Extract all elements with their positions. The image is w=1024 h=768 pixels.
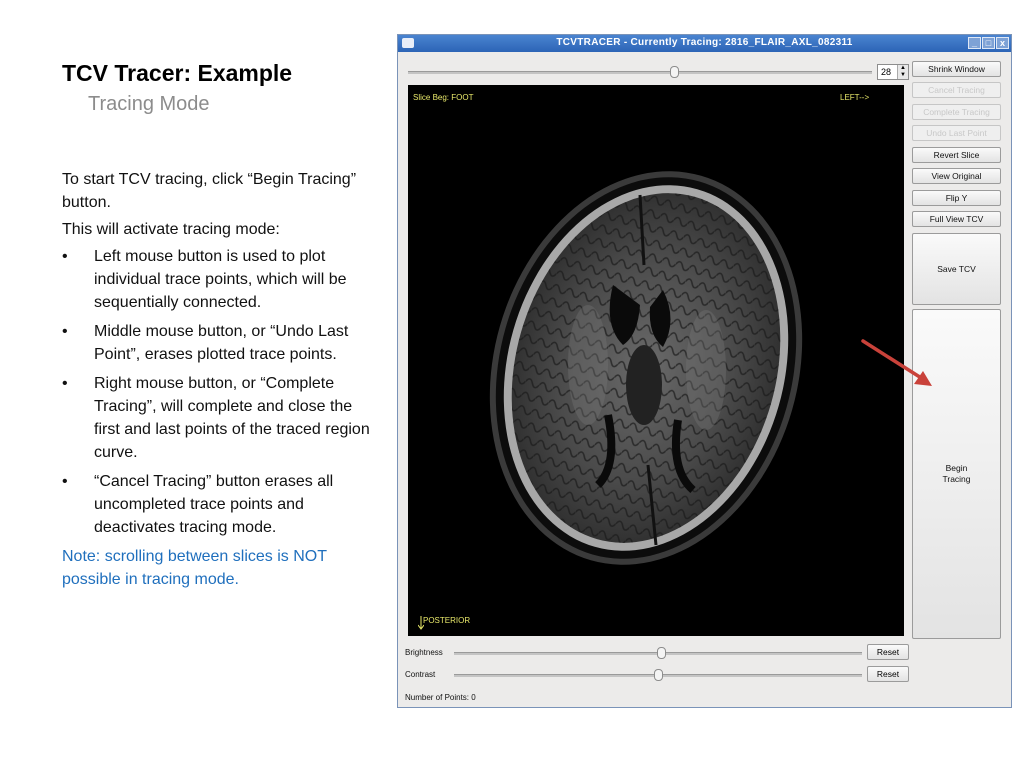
mri-brain-image <box>408 85 904 636</box>
begin-tracing-button[interactable]: Begin Tracing <box>912 309 1001 639</box>
full-view-tcv-button[interactable]: Full View TCV <box>912 211 1001 227</box>
shrink-window-button[interactable]: Shrink Window <box>912 61 1001 77</box>
bullet-list <box>62 245 380 539</box>
status-number-of-points: Number of Points: 0 <box>405 693 476 702</box>
activate-text: This will activate tracing mode: <box>62 221 280 238</box>
save-tcv-button[interactable]: Save TCV <box>912 233 1001 305</box>
bullet-dot: • <box>62 375 68 392</box>
slide-title: TCV Tracer: Example <box>62 60 293 86</box>
bullet-dot: • <box>62 323 68 340</box>
minimize-button[interactable]: _ <box>968 37 981 49</box>
note-text: Note: scrolling between slices is NOT possible in tracing mode. <box>62 548 327 588</box>
window-title: TCVTRACER - Currently Tracing: 2816_FLAIR_AXL_082311 <box>556 37 853 48</box>
slice-beg-label: Slice Beg: FOOT <box>413 93 474 102</box>
posterior-arrow-icon <box>418 616 424 632</box>
bullet-item: • Middle mouse button, or “Undo Last Point”, erases plotted trace points. <box>62 320 380 366</box>
bullet-dot: • <box>62 248 68 265</box>
window-controls <box>968 37 1009 49</box>
cancel-tracing-button[interactable]: Cancel Tracing <box>912 82 1001 98</box>
slice-slider[interactable] <box>408 71 872 74</box>
left-direction-label: LEFT--> <box>840 93 870 102</box>
contrast-slider-handle[interactable] <box>654 669 663 681</box>
revert-slice-button[interactable]: Revert Slice <box>912 147 1001 163</box>
slice-spinbox[interactable] <box>877 64 909 80</box>
bullet-item: • Right mouse button, or “Complete Tracing”, will complete and close the first and last points of the traced region curve. <box>62 372 380 464</box>
undo-last-point-button[interactable]: Undo Last Point <box>912 125 1001 141</box>
maximize-button[interactable]: □ <box>982 37 995 49</box>
mri-image-viewport[interactable] <box>408 85 904 636</box>
brightness-label: Brightness <box>405 648 443 657</box>
intro-text: To start TCV tracing, click “Begin Tracing” button. <box>62 171 357 211</box>
slice-number: 28 <box>881 67 892 77</box>
bullet-dot: • <box>62 473 68 490</box>
brightness-slider-handle[interactable] <box>657 647 666 659</box>
annotation-arrow-icon <box>860 338 938 390</box>
posterior-label: POSTERIOR <box>423 616 471 625</box>
bullet-item: • Left mouse button is used to plot individual trace points, which will be sequentially connected. <box>62 245 380 314</box>
spin-arrows-icon[interactable]: ▲ ▼ <box>897 65 908 79</box>
window-titlebar[interactable] <box>398 35 1011 52</box>
contrast-label: Contrast <box>405 670 436 679</box>
complete-tracing-button[interactable]: Complete Tracing <box>912 104 1001 120</box>
brightness-reset-button[interactable]: Reset <box>867 644 909 660</box>
view-original-button[interactable]: View Original <box>912 168 1001 184</box>
flip-y-button[interactable]: Flip Y <box>912 190 1001 206</box>
bullet-item: • “Cancel Tracing” button erases all uncompleted trace points and deactivates tracing mode. <box>62 470 380 539</box>
slice-slider-handle[interactable] <box>670 66 679 78</box>
close-button[interactable]: x <box>996 37 1009 49</box>
slide-body <box>62 168 380 595</box>
slide-subtitle: Tracing Mode <box>88 93 210 115</box>
contrast-reset-button[interactable]: Reset <box>867 666 909 682</box>
